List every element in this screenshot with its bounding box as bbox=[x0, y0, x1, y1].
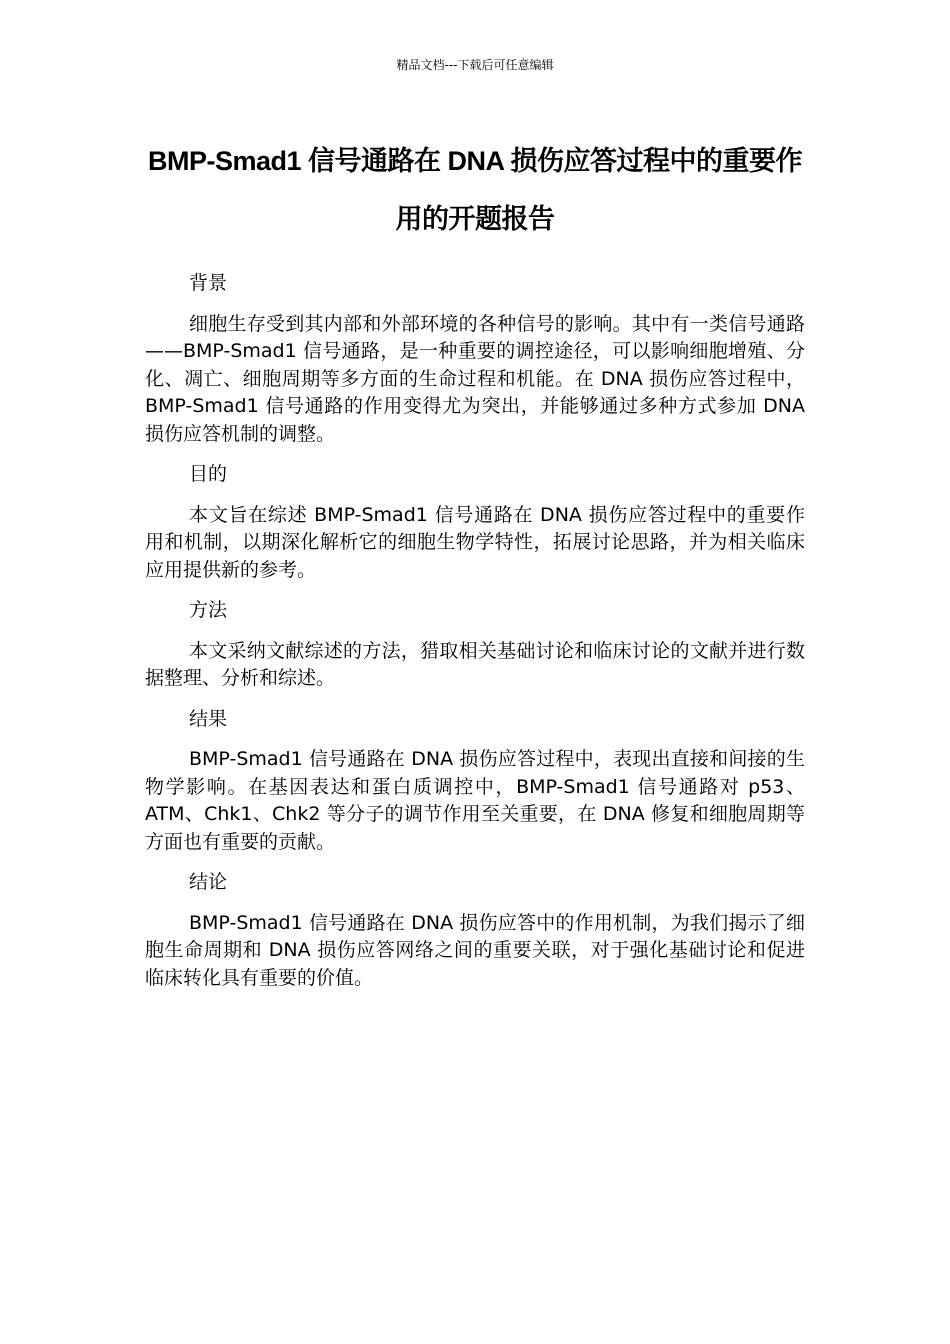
section-results bbox=[145, 706, 805, 857]
section-heading: 背景 bbox=[189, 272, 228, 294]
section-paragraph: BMP-Smad1 信号通路在 DNA 损伤应答中的作用机制，为我们揭示了细胞生命周期和 DNA 损伤应答网络之间的重要关联，对于强化基础讨论和促进临床转化具有重要的价值。 bbox=[145, 911, 805, 989]
section-paragraph: 细胞生存受到其内部和外部环境的各种信号的影响。其中有一类信号通路——BMP-Smad1 信号通路，是一种重要的调控途径，可以影响细胞增殖、分化、凋亡、细胞周期等多方面的生命过程和机能。在 DNA 损伤应答过程中，BMP-Smad1 信号通路的作用变得尤为突出，并能够通过多种方式参加 DNA 损伤应答机制的调整。 bbox=[145, 312, 805, 445]
section-method bbox=[145, 597, 805, 693]
section-conclusion bbox=[145, 869, 805, 992]
section-paragraph: BMP-Smad1 信号通路在 DNA 损伤应答过程中，表现出直接和间接的生物学影响。在基因表达和蛋白质调控中，BMP-Smad1 信号通路对 p53、ATM、Chk1、Chk2 等分子的调节作用至关重要，在 DNA 修复和细胞周期等方面也有重要的贡献。 bbox=[145, 748, 805, 853]
section-paragraph: 本文旨在综述 BMP-Smad1 信号通路在 DNA 损伤应答过程中的重要作用和机制，以期深化解析它的细胞生物学特性，拓展讨论思路，并为相关临床应用提供新的参考。 bbox=[145, 503, 805, 581]
section-purpose bbox=[145, 461, 805, 584]
section-heading: 结果 bbox=[189, 707, 228, 730]
section-paragraph: 本文采纳文献综述的方法，猎取相关基础讨论和临床讨论的文献并进行数据整理、分析和综述。 bbox=[145, 639, 805, 689]
section-heading: 结论 bbox=[189, 871, 228, 893]
page-header: 精品文档---下载后可任意编辑 bbox=[396, 58, 554, 72]
document-body bbox=[145, 270, 805, 1005]
section-background bbox=[145, 270, 805, 448]
document-title: BMP-Smad1 信号通路在 DNA 损伤应答过程中的重要作用的开题报告 bbox=[147, 146, 803, 234]
section-heading: 目的 bbox=[189, 463, 228, 485]
section-heading: 方法 bbox=[189, 599, 228, 621]
